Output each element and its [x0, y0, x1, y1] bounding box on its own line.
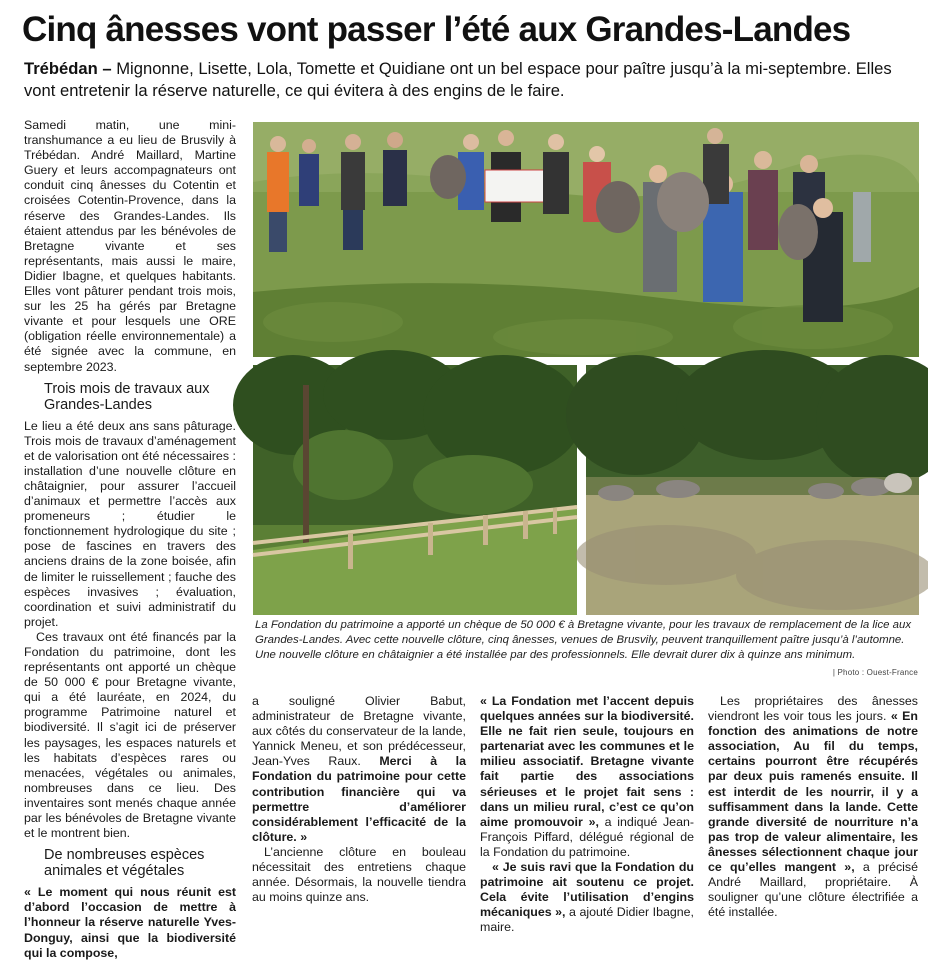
- paragraph-5-start: [252, 845, 466, 905]
- column-1: [24, 118, 236, 960]
- paragraph-7: [708, 694, 918, 920]
- paragraph-2: Le lieu a été deux ans sans pâturage. Trois mois de travaux d’aménagement et de valorisation ont été nécessaires : installation d’une nouvelle clôture en châtaignier, pour assurer l’accueil d’animaux et permettre l’accès aux promeneurs ; étudier le fonctionnement hydrologique du site ; pose de fascines en travers des anciens drains de la zone boisée, afin de limiter le ruissellement ; fauche des espèces invasives ; évaluation, coordination et suivi administratif du projet.: [24, 418, 236, 629]
- chapo: [24, 58, 904, 102]
- quote-babut-start: « Le moment qui nous réunit est d’abord l’occasion de mettre à l’honneur la réserve naturelle Yves-Donguy, ainsi que la biodiversité qui la compose,: [24, 885, 236, 960]
- column-3: [480, 694, 694, 936]
- maillard-attribution: a précisé André Maillard, propriétaire. À souligner qu’une clôture électrifiée a été installée.: [708, 860, 918, 920]
- quote-maillard: « En fonction des animations de notre association, Au fil du temps, certains pourront être récupérés par deux puis ramenés ensuite. Il est interdit de les nourrir, il y a suffisamment dans la lande. Cette grande diversité de nourriture n’a pas trop de valeur alimentaire, les ânesses sélectionnent chaque jour ce qu’elles mangent »,: [708, 709, 918, 875]
- ibagne-attribution: a ajouté Didier Ibagne, maire.: [480, 905, 694, 935]
- subheading-1: Trois mois de travaux aux Grandes-Landes: [44, 380, 210, 413]
- photo-donkeys-grazing: [586, 365, 919, 615]
- photo-fence-image: [253, 365, 577, 615]
- paragraph-6: [480, 860, 694, 935]
- photo-credit: | Photo : Ouest-France: [832, 668, 918, 677]
- headline: Cinq ânesses vont passer l’été aux Grandes-Landes: [22, 10, 851, 49]
- photo-group-image: [253, 122, 919, 357]
- quote-babut-thanks: Merci à la Fondation du patrimoine pour cette contribution financière qui va permettre d’améliorer considérablement l’efficacité de la clôture. »: [252, 754, 466, 844]
- photo-donkeys-image: [586, 365, 919, 615]
- photo-chestnut-fence: [253, 365, 577, 615]
- paragraph-4-start: [24, 885, 236, 960]
- paragraph-1: Samedi matin, une mini-transhumance a eu lieu de Brusvily à Trébédan. André Maillard, Martine Guery et leurs accompagnateurs ont conduit cinq ânesses du Cotentin et croisées Cotentin-Provence, dans la réserve des Grandes-Landes. Ils étaient attendus par les bénévoles de Bretagne vivante et ses représentants, mais aussi le maire, Didier Ibagne, et quelques habitants. Elles vont pâturer pendant trois mois, sur les 25 ha gérés par Bretagne vivante et pour lesquels une ORE (obligation réelle environnementale) a été signée avec la commune, en septembre 2023.: [24, 118, 236, 374]
- chapo-place: Trébédan –: [24, 59, 112, 78]
- paragraph-5-quote: [480, 694, 694, 860]
- paragraph-3: Ces travaux ont été financés par la Fondation du patrimoine, dont les représentants ont apporté un chèque de 50 000 € pour Bretagne vivante, qui a été lauréate, en 2024, du programme Patrimoine naturel et biodiversité. Il s’agit ici de préserver les paysages, les espaces naturels et les habitats d’espèces rares ou menacées, végétales ou animales, nombreuses dans ce lieu. Des inventaires sont menés chaque année par les bénévoles de Bretagne vivante et le montrent bien.: [24, 629, 236, 841]
- chapo-text: Mignonne, Lisette, Lola, Tomette et Quidiane ont un bel espace pour paître jusqu’à la mi-septembre. Elles vont entretenir la réserve naturelle, ce qui évitera à des engins de le faire.: [24, 59, 892, 100]
- column-4: [708, 694, 918, 936]
- photo-group-with-donkeys: [253, 122, 919, 357]
- owners-visit-text: Les propriétaires des ânesses viendront les voir tous les jours.: [708, 694, 918, 724]
- quote-piffard: « La Fondation met l’accent depuis quelques années sur la biodiversité. Elle ne fait rien seule, toujours en partenariat avec les communes et le milieu associatif. Bretagne vivante fait partie des associations sérieuses et le projet fait sens : dans un milieu rural, c’est ce qu’on aime promouvoir »,: [480, 694, 694, 829]
- paragraph-4-continued: [252, 694, 466, 845]
- old-fence-text: L’ancienne clôture en bouleau nécessitait des entretiens chaque année. Désormais, la nouvelle tiendra au moins quinze ans.: [252, 844, 466, 905]
- quote-ibagne: « Je suis ravi que la Fondation du patrimoine ait soutenu ce projet. Cela évite l’utilisation d’engins mécaniques »,: [480, 860, 694, 920]
- babut-attribution: a souligné Olivier Babut, administrateur de Bretagne vivante, aux côtés du conservateur de la lande, Yannick Meneu, et son prédécesseur, Jean-Yves Raux.: [252, 694, 466, 769]
- photo-caption: La Fondation du patrimoine a apporté un chèque de 50 000 € à Bretagne vivante, pour les travaux de remplacement de la lice aux Grandes-Landes. Avec cette nouvelle clôture, cinq ânesses, venues de Brusvily, peuvent tranquillement paître jusqu’à l’automne. Une nouvelle clôture en châtaignier a été installée par des professionnels. Elle devrait durer dix à quinze ans minimum.: [255, 619, 912, 661]
- subheading-2: De nombreuses espèces animales et végétales: [44, 847, 205, 880]
- column-2: [252, 694, 466, 936]
- piffard-attribution: a indiqué Jean-François Piffard, délégué régional de la Fondation du patrimoine.: [480, 814, 694, 859]
